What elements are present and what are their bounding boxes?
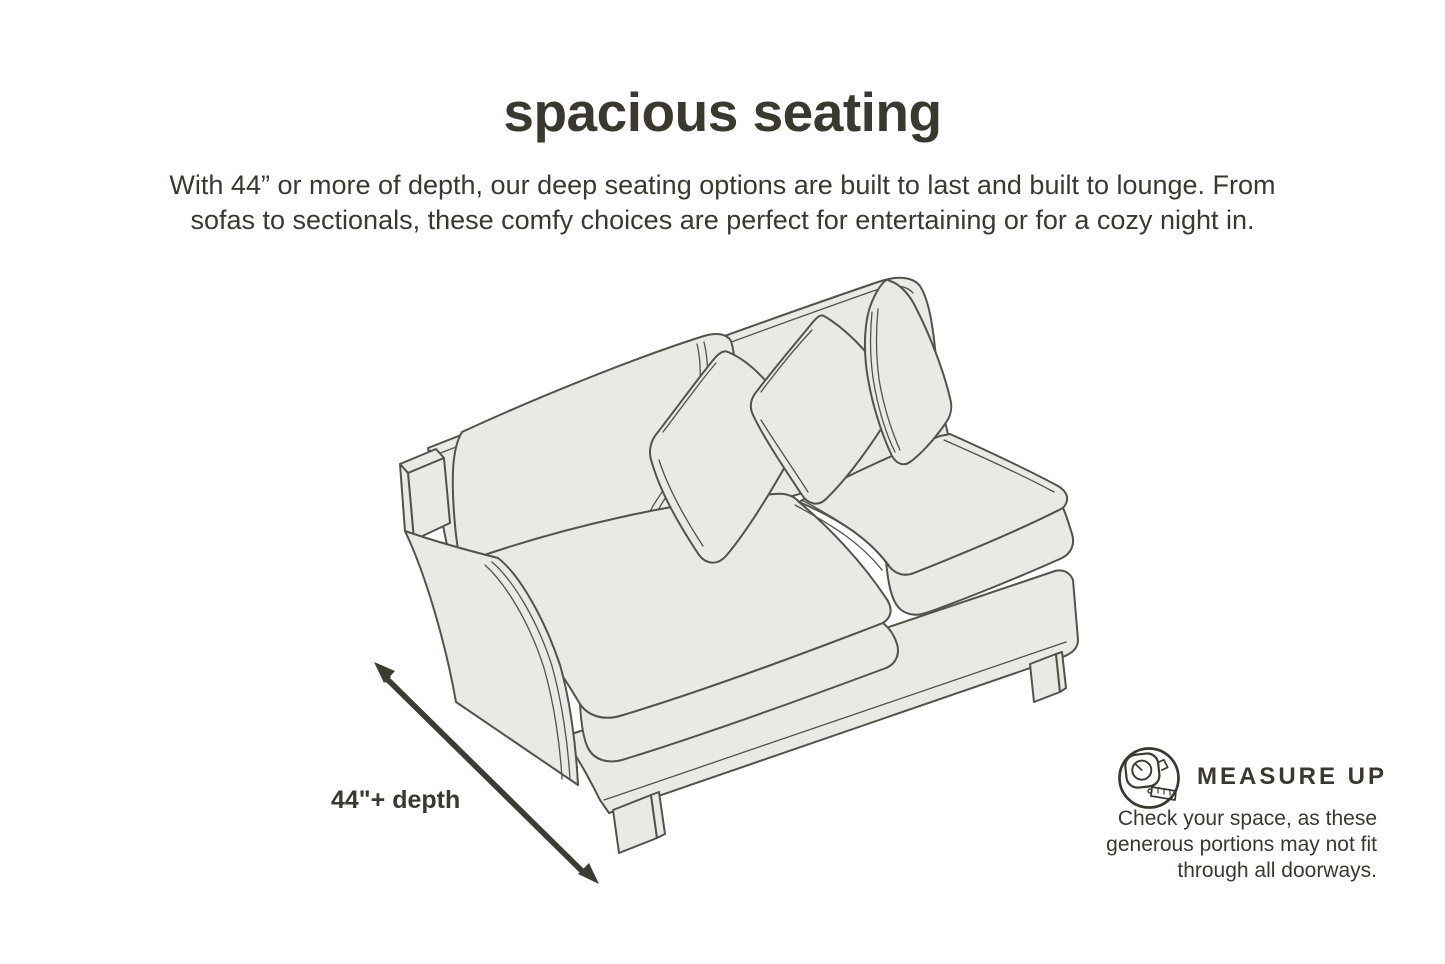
depth-arrow-line	[384, 676, 585, 874]
page-title: spacious seating	[503, 81, 942, 143]
measure-up-line-3: through all doorways.	[1177, 859, 1377, 882]
intro-line-1: With 44” or more of depth, our deep seating options are built to last and built to lounge. From	[169, 170, 1276, 200]
depth-label: 44"+ depth	[331, 786, 461, 814]
sofa-foot-right	[1030, 654, 1060, 702]
measure-up-text	[1085, 806, 1377, 884]
measure-up-line-2: generous portions may not fit	[1106, 833, 1377, 856]
measure-up-heading: MEASURE UP	[1197, 763, 1388, 790]
measure-up-line-1: Check your space, as these	[1117, 807, 1377, 830]
intro-paragraph	[0, 168, 1445, 238]
depth-arrow	[355, 640, 620, 905]
intro-line-2: sofas to sectionals, these comfy choices are perfect for entertaining or for a cozy night in.	[190, 205, 1255, 235]
